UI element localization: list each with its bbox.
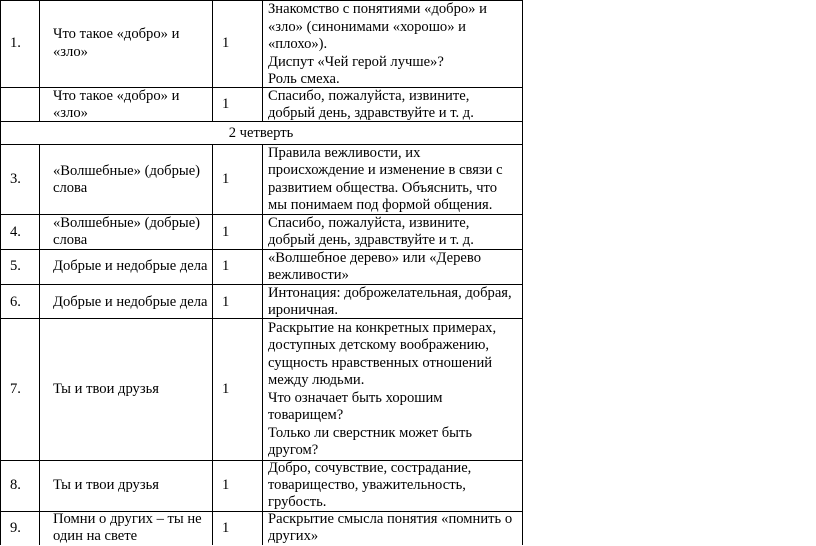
- row-topic-line: Что такое «добро» и: [53, 88, 180, 104]
- row-topic-line: Помни о других – ты не: [53, 511, 202, 527]
- row-content-line: добрый день, здравствуйте и т. д.: [268, 232, 474, 248]
- quarter-header: 2 четверть: [228, 125, 294, 141]
- row-content-line: товарищем?: [268, 407, 344, 423]
- row-topic-line: «Волшебные» (добрые): [53, 215, 201, 231]
- row-content-line: сущность нравственных отношений: [268, 355, 493, 371]
- row-topic-line: Добрые и недобрые дела: [53, 258, 208, 274]
- row-content-line: Добро, сочувствие, сострадание,: [268, 460, 472, 476]
- row-topic-line: слова: [53, 180, 88, 196]
- row-topic-line: «зло»: [53, 105, 88, 121]
- row-topic-line: один на свете: [53, 528, 138, 544]
- row-content-line: развитием общества. Объяснить, что: [268, 180, 498, 196]
- row-content-line: Раскрытие смысла понятия «помнить о: [268, 511, 513, 527]
- row-content-line: «плохо»).: [268, 36, 328, 52]
- row-topic-line: Ты и твои друзья: [53, 381, 159, 397]
- row-content-line: Только ли сверстник может быть: [268, 425, 472, 441]
- row-number: 4.: [10, 224, 21, 240]
- row-hours: 1: [222, 96, 230, 112]
- row-content-line: грубость.: [268, 494, 327, 510]
- row-hours: 1: [222, 35, 230, 51]
- row-content-line: Спасибо, пожалуйста, извините,: [268, 215, 470, 231]
- row-content-line: товарищество, уважительность,: [268, 477, 466, 493]
- row-content-line: мы понимаем под формой общения.: [268, 197, 493, 213]
- row-hours: 1: [222, 381, 230, 397]
- row-hours: 1: [222, 294, 230, 310]
- row-content-line: ироничная.: [268, 302, 339, 318]
- row-content-line: вежливости»: [268, 267, 349, 283]
- row-number: 7.: [10, 381, 21, 397]
- row-number: 6.: [10, 294, 21, 310]
- row-content-line: «Волшебное дерево» или «Дерево: [268, 250, 481, 266]
- row-content-line: «зло» (синонимами «хорошо» и: [268, 19, 466, 35]
- row-number: 9.: [10, 520, 21, 536]
- row-hours: 1: [222, 477, 230, 493]
- row-hours: 1: [222, 520, 230, 536]
- row-topic-line: «зло»: [53, 44, 88, 60]
- row-content-line: Правила вежливости, их: [268, 145, 421, 161]
- row-content-line: между людьми.: [268, 372, 365, 388]
- row-number: 1.: [10, 35, 21, 51]
- row-topic-line: Что такое «добро» и: [53, 26, 180, 42]
- row-number: 8.: [10, 477, 21, 493]
- row-hours: 1: [222, 258, 230, 274]
- row-hours: 1: [222, 171, 230, 187]
- row-topic-line: Добрые и недобрые дела: [53, 294, 208, 310]
- row-content-line: Диспут «Чей герой лучше»?: [268, 54, 444, 70]
- row-content-line: Спасибо, пожалуйста, извините,: [268, 88, 470, 104]
- row-content-line: Роль смеха.: [268, 71, 340, 87]
- row-content-line: Знакомство с понятиями «добро» и: [268, 1, 487, 17]
- row-number: 5.: [10, 258, 21, 274]
- row-hours: 1: [222, 224, 230, 240]
- row-content-line: добрый день, здравствуйте и т. д.: [268, 105, 474, 121]
- row-content-line: других»: [268, 528, 319, 544]
- row-topic-line: Ты и твои друзья: [53, 477, 159, 493]
- row-content-line: другом?: [268, 442, 319, 458]
- row-number: 3.: [10, 171, 21, 187]
- row-content-line: доступных детскому воображению,: [268, 337, 490, 353]
- row-content-line: Что означает быть хорошим: [268, 390, 443, 406]
- row-content-line: происхождение и изменение в связи с: [268, 162, 503, 178]
- row-content-line: Интонация: доброжелательная, добрая,: [268, 285, 512, 301]
- row-content-line: Раскрытие на конкретных примерах,: [268, 320, 497, 336]
- row-topic-line: слова: [53, 232, 88, 248]
- row-topic-line: «Волшебные» (добрые): [53, 163, 201, 179]
